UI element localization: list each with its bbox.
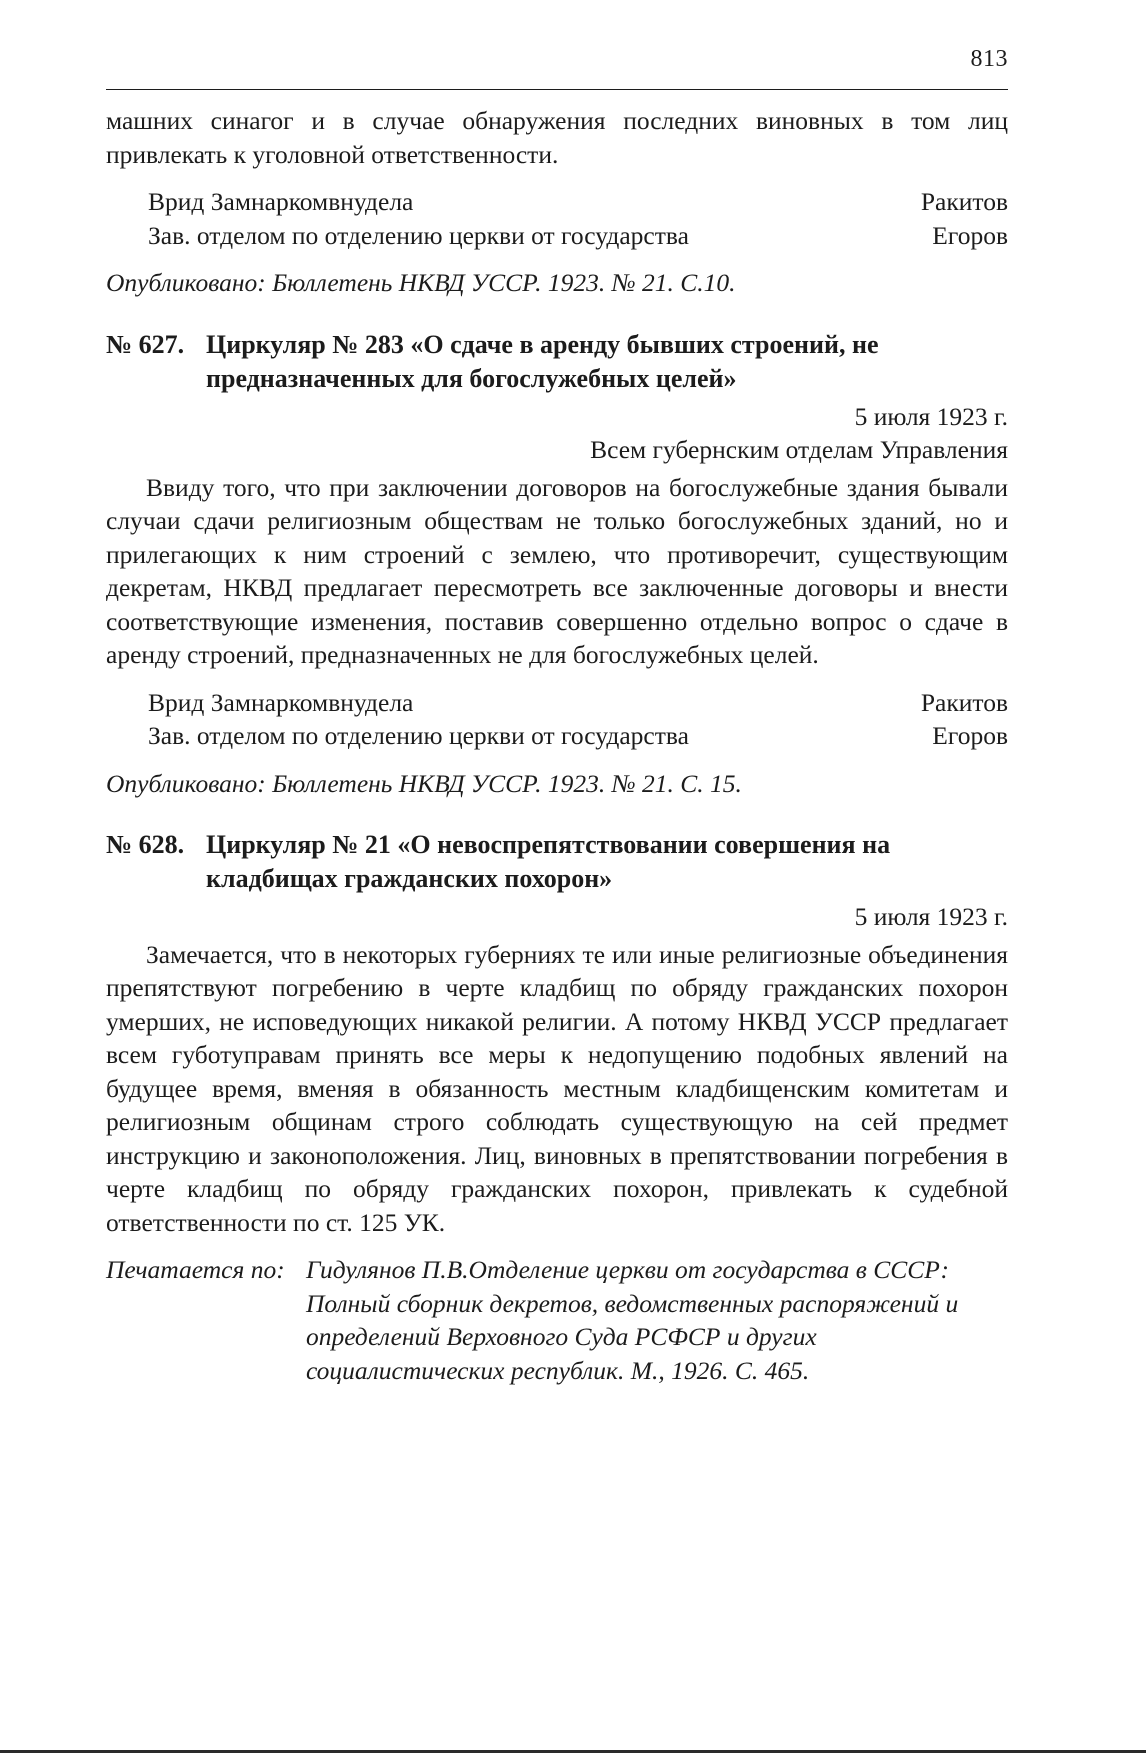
- doc-628-number: № 628.: [106, 830, 185, 859]
- scan-edge-line: [0, 1750, 1146, 1753]
- doc-627-date: 5 июля 1923 г.: [854, 401, 1008, 431]
- page-content: [106, 104, 1008, 1387]
- doc-627-title: Циркуляр № 283 «О сдаче в аренду бывших строений, не предназначенных для богослужебных целей»: [206, 329, 879, 393]
- continuation-paragraph: машних синагог и в случае обнаружения последних виновных в том лиц привлекать к уголовной ответственности.: [106, 106, 1008, 169]
- doc-627-heading: [106, 328, 1008, 396]
- doc-628-source: [106, 1253, 1008, 1387]
- signature-row: [106, 219, 1008, 253]
- signature-name: Ракитов: [920, 687, 1008, 717]
- doc-628-body: Замечается, что в некоторых губерниях те или иные религиозные объединения препятствуют погребению в черте кладбищ по обряду гражданских похорон умерших, не исповедующих никакой религии. А потому НКВД УССР предлагает всем губотуправам принять все меры к недопущению подобных явлений на будущее время, вменяя в обязанность местным кладбищенским комитетам и религиозным общинам строго соблюдать существующую на сей предмет инструкцию и законоположения. Лиц, виновных в препятствовании погребения в черте кладбищ по обряду гражданских похорон, привлекать к судебной ответственности по ст. 125 УК.: [106, 939, 1008, 1237]
- signature-row: [106, 686, 1008, 720]
- signature-name: Егоров: [932, 220, 1008, 250]
- doc-627-number: № 627.: [106, 329, 185, 359]
- signature-row: [106, 719, 1008, 753]
- source-text: Гидулянов П.В.Отделение церкви от государства в СССР: Полный сборник декретов, ведомственных распоряжений и определений Верховного Суда РСФСР и других социалистических республик. М., 1926. С. 465.: [306, 1255, 959, 1385]
- signature-name: Егоров: [932, 721, 1008, 750]
- source-label: Печатается по:: [106, 1255, 285, 1284]
- doc-628-date: 5 июля 1923 г.: [854, 902, 1008, 931]
- doc-628-title: Циркуляр № 21 «О невоспрепятствовании совершения на кладбищах гражданских похорон»: [206, 830, 891, 893]
- doc-626-signatures: [106, 185, 1008, 252]
- doc-626-published: Опубликовано: Бюллетень НКВД УССР. 1923. № 21. С.10.: [106, 268, 736, 297]
- doc-627-signatures: [106, 686, 1008, 753]
- signature-title: Зав. отделом по отделению церкви от государства: [148, 721, 689, 750]
- doc-627-addressee: Всем губернским отделам Управления: [590, 435, 1008, 464]
- signature-title: Врид Замнаркомвнудела: [148, 187, 414, 216]
- header-rule: [106, 89, 1008, 90]
- signature-row: [106, 185, 1008, 219]
- signature-title: Зав. отделом по отделению церкви от государства: [148, 220, 689, 250]
- doc-627-published: Опубликовано: Бюллетень НКВД УССР. 1923. № 21. С. 15.: [106, 768, 742, 798]
- signature-title: Врид Замнаркомвнудела: [148, 687, 414, 717]
- page-number: 813: [970, 46, 1008, 72]
- doc-627-body: Ввиду того, что при заключении договоров на богослужебные здания бывали случаи сдачи религиозным обществам не только богослужебных зданий, но и прилегающих к ним строений с землею, что противоречит, существующим декретам, НКВД предлагает пересмотреть все заключенные договоры и внести соответствующие изменения, поставив совершенно отдельно вопрос о сдаче в аренду строений, предназначенных не для богослужебных целей.: [106, 472, 1008, 669]
- doc-628-heading: [106, 828, 1008, 896]
- signature-name: Ракитов: [920, 187, 1008, 216]
